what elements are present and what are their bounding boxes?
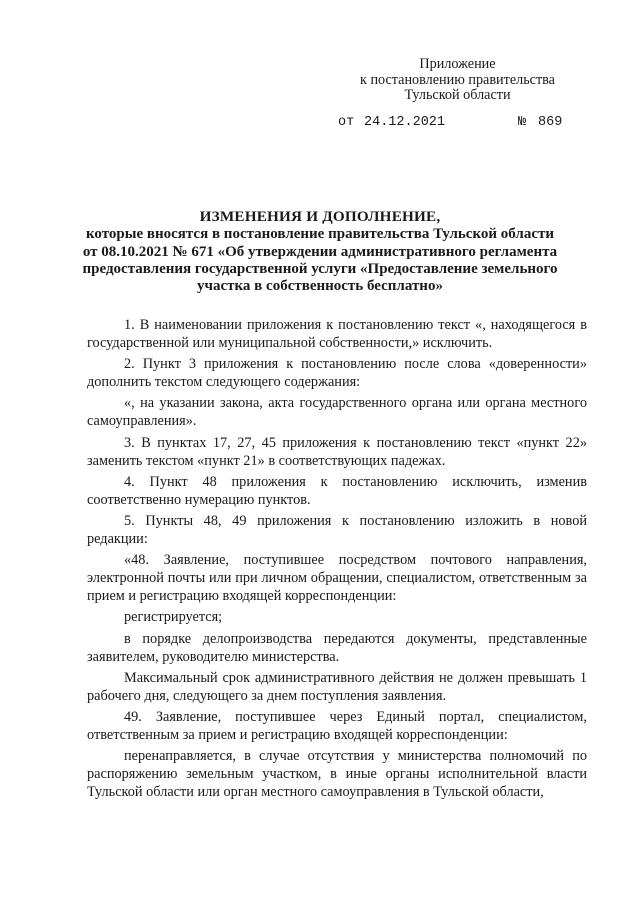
paragraph-7: «48. Заявление, поступившее посредством почтового направления, электронной почты или при личном обращении, специалистом, ответственным за прием и регистрацию входящей корреспонденции: [87, 552, 587, 605]
appendix-line-1: Приложение [419, 56, 496, 72]
date-prefix: от [338, 115, 355, 130]
paragraph-12: перенаправляется, в случае отсутствия у министерства полномочий по распоряжению земельным участком, в иные органы исполнительной власти Тульской области или орган местного самоуправления в Тульской области, [87, 748, 587, 801]
paragraph-5: 4. Пункт 48 приложения к постановлению исключить, изменив соответственно нумерацию пунктов. [87, 473, 587, 508]
document-body [87, 316, 587, 804]
document-subtitle: которые вносятся в постановление правительства Тульской области от 08.10.2021 № 671 «Об утверждении административного регламента предоставления государственной услуги «Предоставление земельного участка в собственность бесплатно» [82, 226, 558, 295]
paragraph-9: в порядке делопроизводства передаются документы, представленные заявителем, руководителю министерства. [87, 630, 587, 665]
paragraph-4: 3. В пунктах 17, 27, 45 приложения к постановлению текст «пункт 22» заменить текстом «пункт 21» в соответствующих падежах. [87, 434, 587, 469]
paragraph-3: «, на указании закона, акта государственного органа или органа местного самоуправления». [87, 395, 587, 430]
appendix-line-3: Тульской области [404, 87, 511, 103]
paragraph-1: 1. В наименовании приложения к постановлению текст «, находящегося в государственной или муниципальной собственности,» исключить. [87, 317, 587, 352]
appendix-header [330, 57, 585, 104]
paragraph-6: 5. Пункты 48, 49 приложения к постановлению изложить в новой редакции: [87, 512, 587, 548]
document-title: ИЗМЕНЕНИЯ И ДОПОЛНЕНИЕ, [199, 208, 441, 225]
document-heading [80, 208, 560, 295]
paragraph-8: регистрируется; [124, 609, 223, 626]
appendix-line-2: к постановлению правительства [360, 71, 555, 88]
paragraph-11: 49. Заявление, поступившее через Единый портал, специалистом, ответственным за прием и регистрацию входящей корреспонденции: [87, 708, 587, 743]
number-sign: № [518, 115, 527, 130]
paragraph-2: 2. Пункт 3 приложения к постановлению после слова «доверенности» дополнить текстом следующего содержания: [87, 356, 587, 391]
decree-date: 24.12.2021 [364, 115, 446, 130]
decree-number: 869 [538, 115, 563, 130]
paragraph-10: Максимальный срок административного действия не должен превышать 1 рабочего дня, следующего за днем поступления заявления. [87, 669, 587, 704]
